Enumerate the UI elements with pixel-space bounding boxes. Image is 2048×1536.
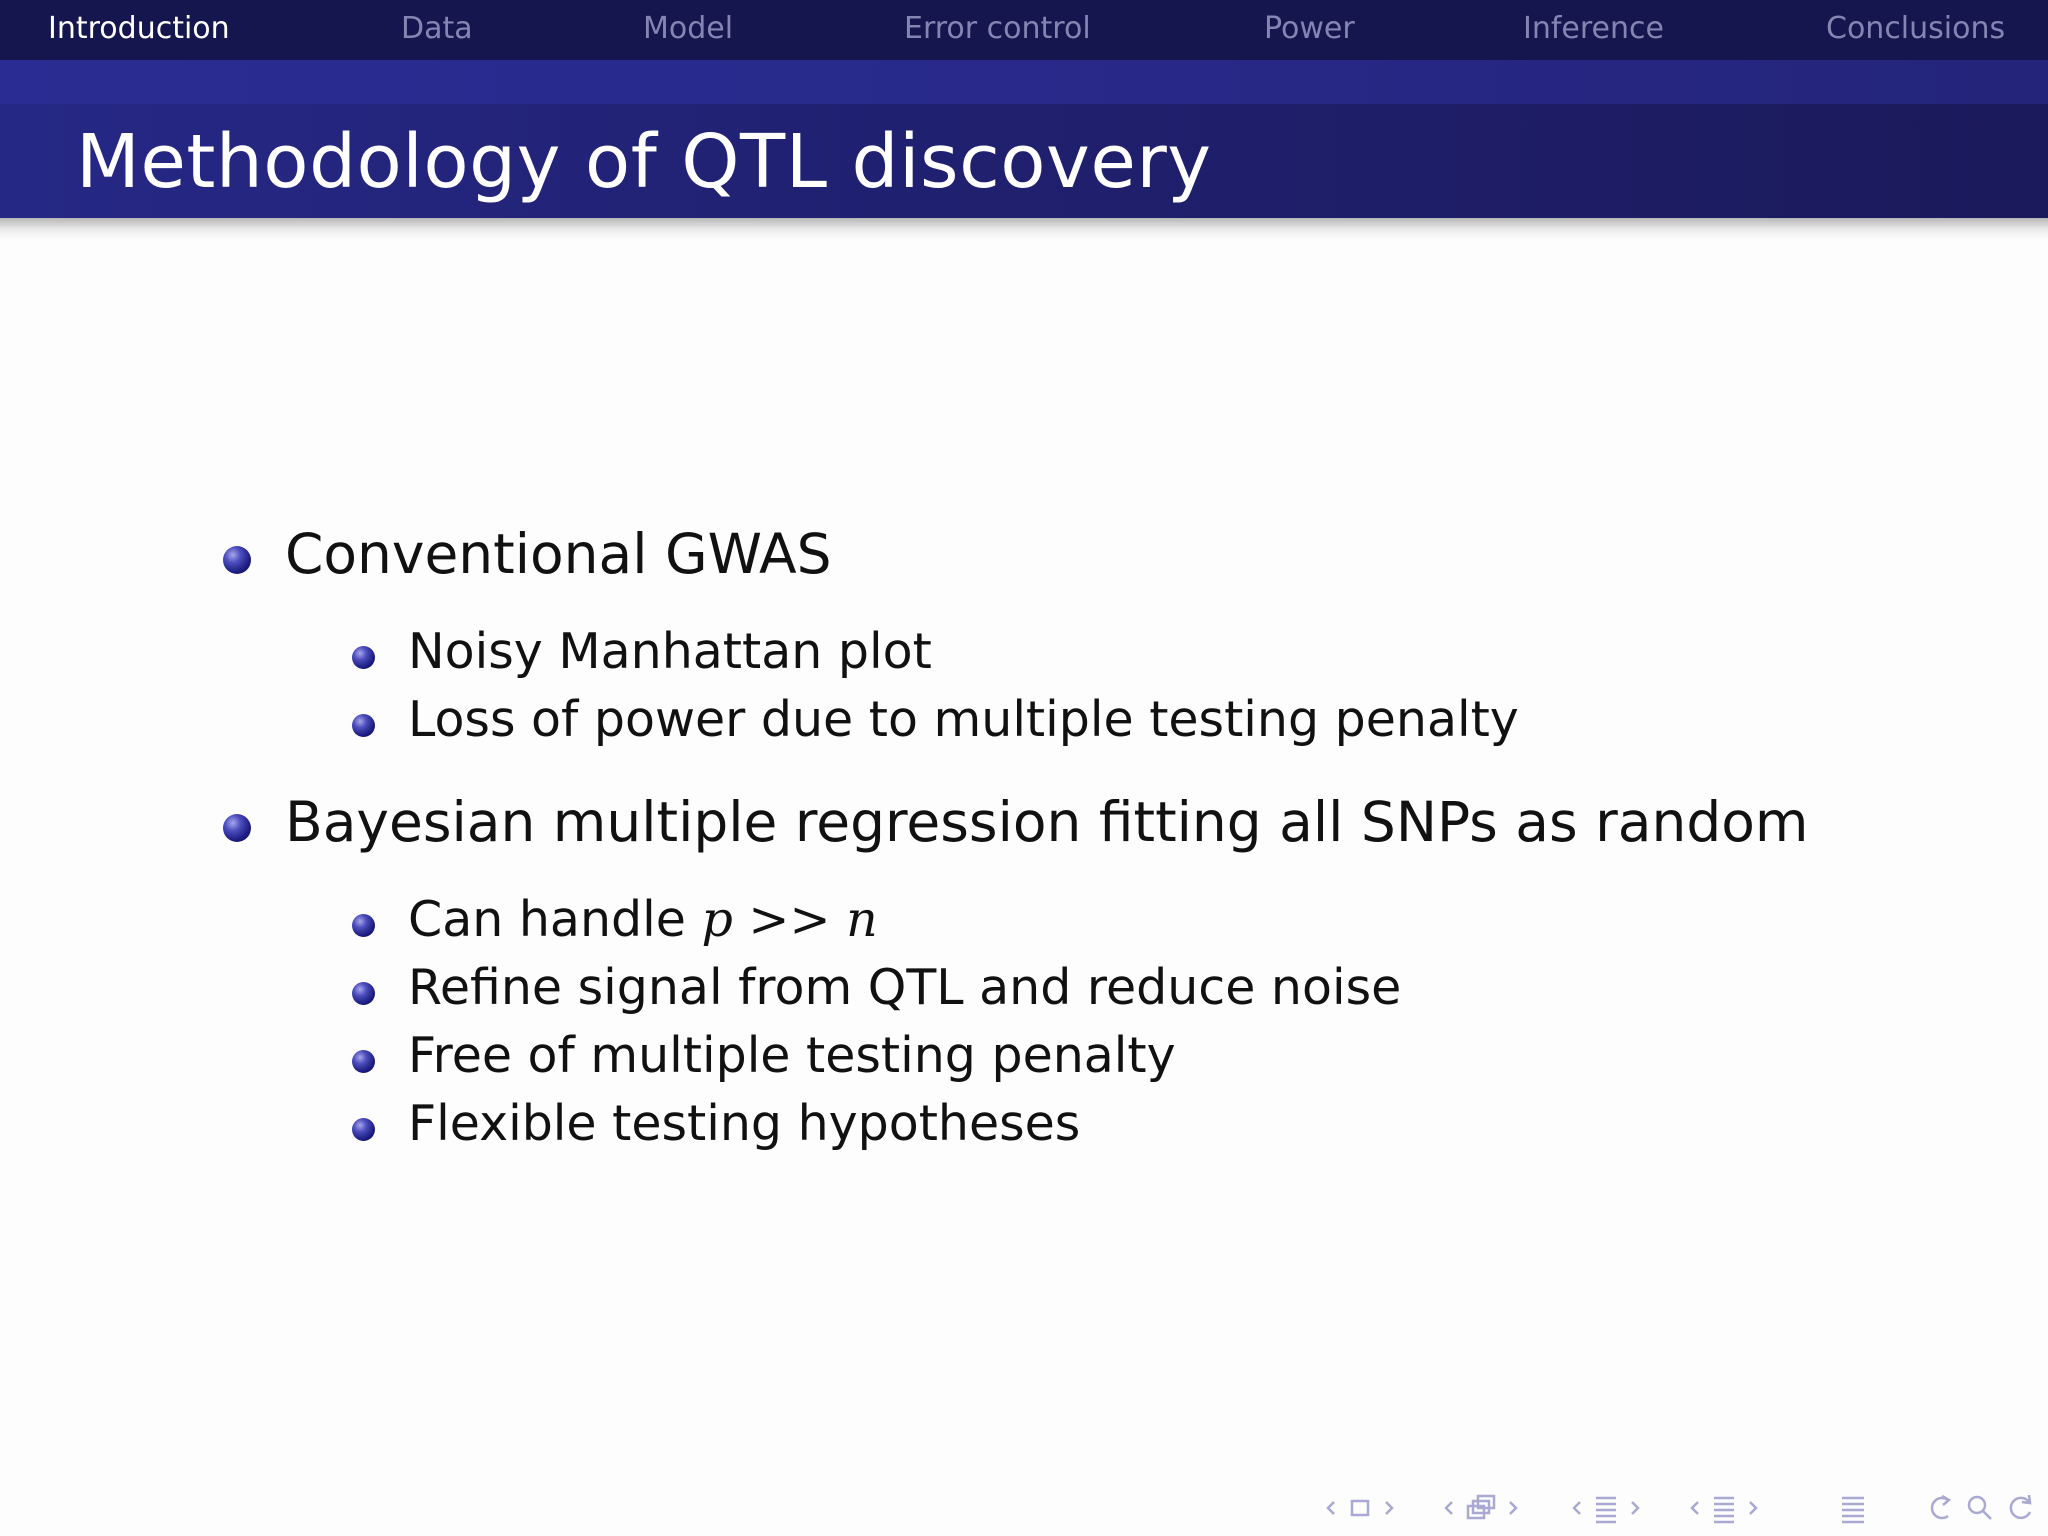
search-icon[interactable] [1960, 1488, 2000, 1528]
nav-section-data[interactable]: Data [401, 11, 473, 46]
sub-bullet-marker [352, 1118, 375, 1141]
bullet-marker [223, 546, 251, 574]
sub-bullet-loss-of-power: Loss of power due to multiple testing penalty [408, 691, 1519, 748]
slide-title: Methodology of QTL discovery [76, 119, 1212, 205]
refresh-icon[interactable] [2000, 1488, 2040, 1528]
sub-bullet-marker [352, 714, 375, 737]
sub-bullet-marker [352, 914, 375, 937]
back-forward-icon[interactable] [1916, 1488, 1966, 1528]
section-nav-icon[interactable] [1566, 1488, 1666, 1528]
math-var-n: n [846, 891, 878, 948]
toc-icon[interactable] [1834, 1488, 1874, 1528]
sub-bullet-refine-signal: Refine signal from QTL and reduce noise [408, 959, 1402, 1016]
nav-section-power[interactable]: Power [1264, 11, 1355, 46]
section-navigation-bar [0, 0, 2048, 60]
bullet-bayesian-regression: Bayesian multiple regression fitting all SNPs as random [285, 790, 1809, 854]
subsection-nav-icon[interactable] [1438, 1488, 1548, 1528]
sub-bullet-flexible-testing: Flexible testing hypotheses [408, 1095, 1081, 1152]
nav-section-model[interactable]: Model [643, 11, 734, 46]
bullet-conventional-gwas: Conventional GWAS [285, 522, 832, 586]
document-nav-icon[interactable] [1684, 1488, 1784, 1528]
sub-bullet-free-of-penalty: Free of multiple testing penalty [408, 1027, 1176, 1084]
title-shadow [0, 218, 2048, 240]
sub-bullet-marker [352, 982, 375, 1005]
nav-section-inference[interactable]: Inference [1523, 11, 1664, 46]
frame-nav-icon[interactable] [1320, 1488, 1410, 1528]
sub-bullet-marker [352, 646, 375, 669]
sub-bullet-can-handle-prefix: Can handle [408, 891, 702, 948]
title-strip [0, 60, 2048, 104]
sub-bullet-noisy-manhattan: Noisy Manhattan plot [408, 623, 932, 680]
math-much-greater-than: >> [748, 891, 831, 948]
nav-section-error-control[interactable]: Error control [904, 11, 1091, 46]
bullet-marker [223, 814, 251, 842]
sub-bullet-marker [352, 1050, 375, 1073]
nav-section-introduction[interactable]: Introduction [48, 11, 230, 46]
nav-section-conclusions[interactable]: Conclusions [1826, 11, 2006, 46]
sub-bullet-can-handle [408, 889, 878, 951]
math-var-p: p [701, 891, 733, 948]
